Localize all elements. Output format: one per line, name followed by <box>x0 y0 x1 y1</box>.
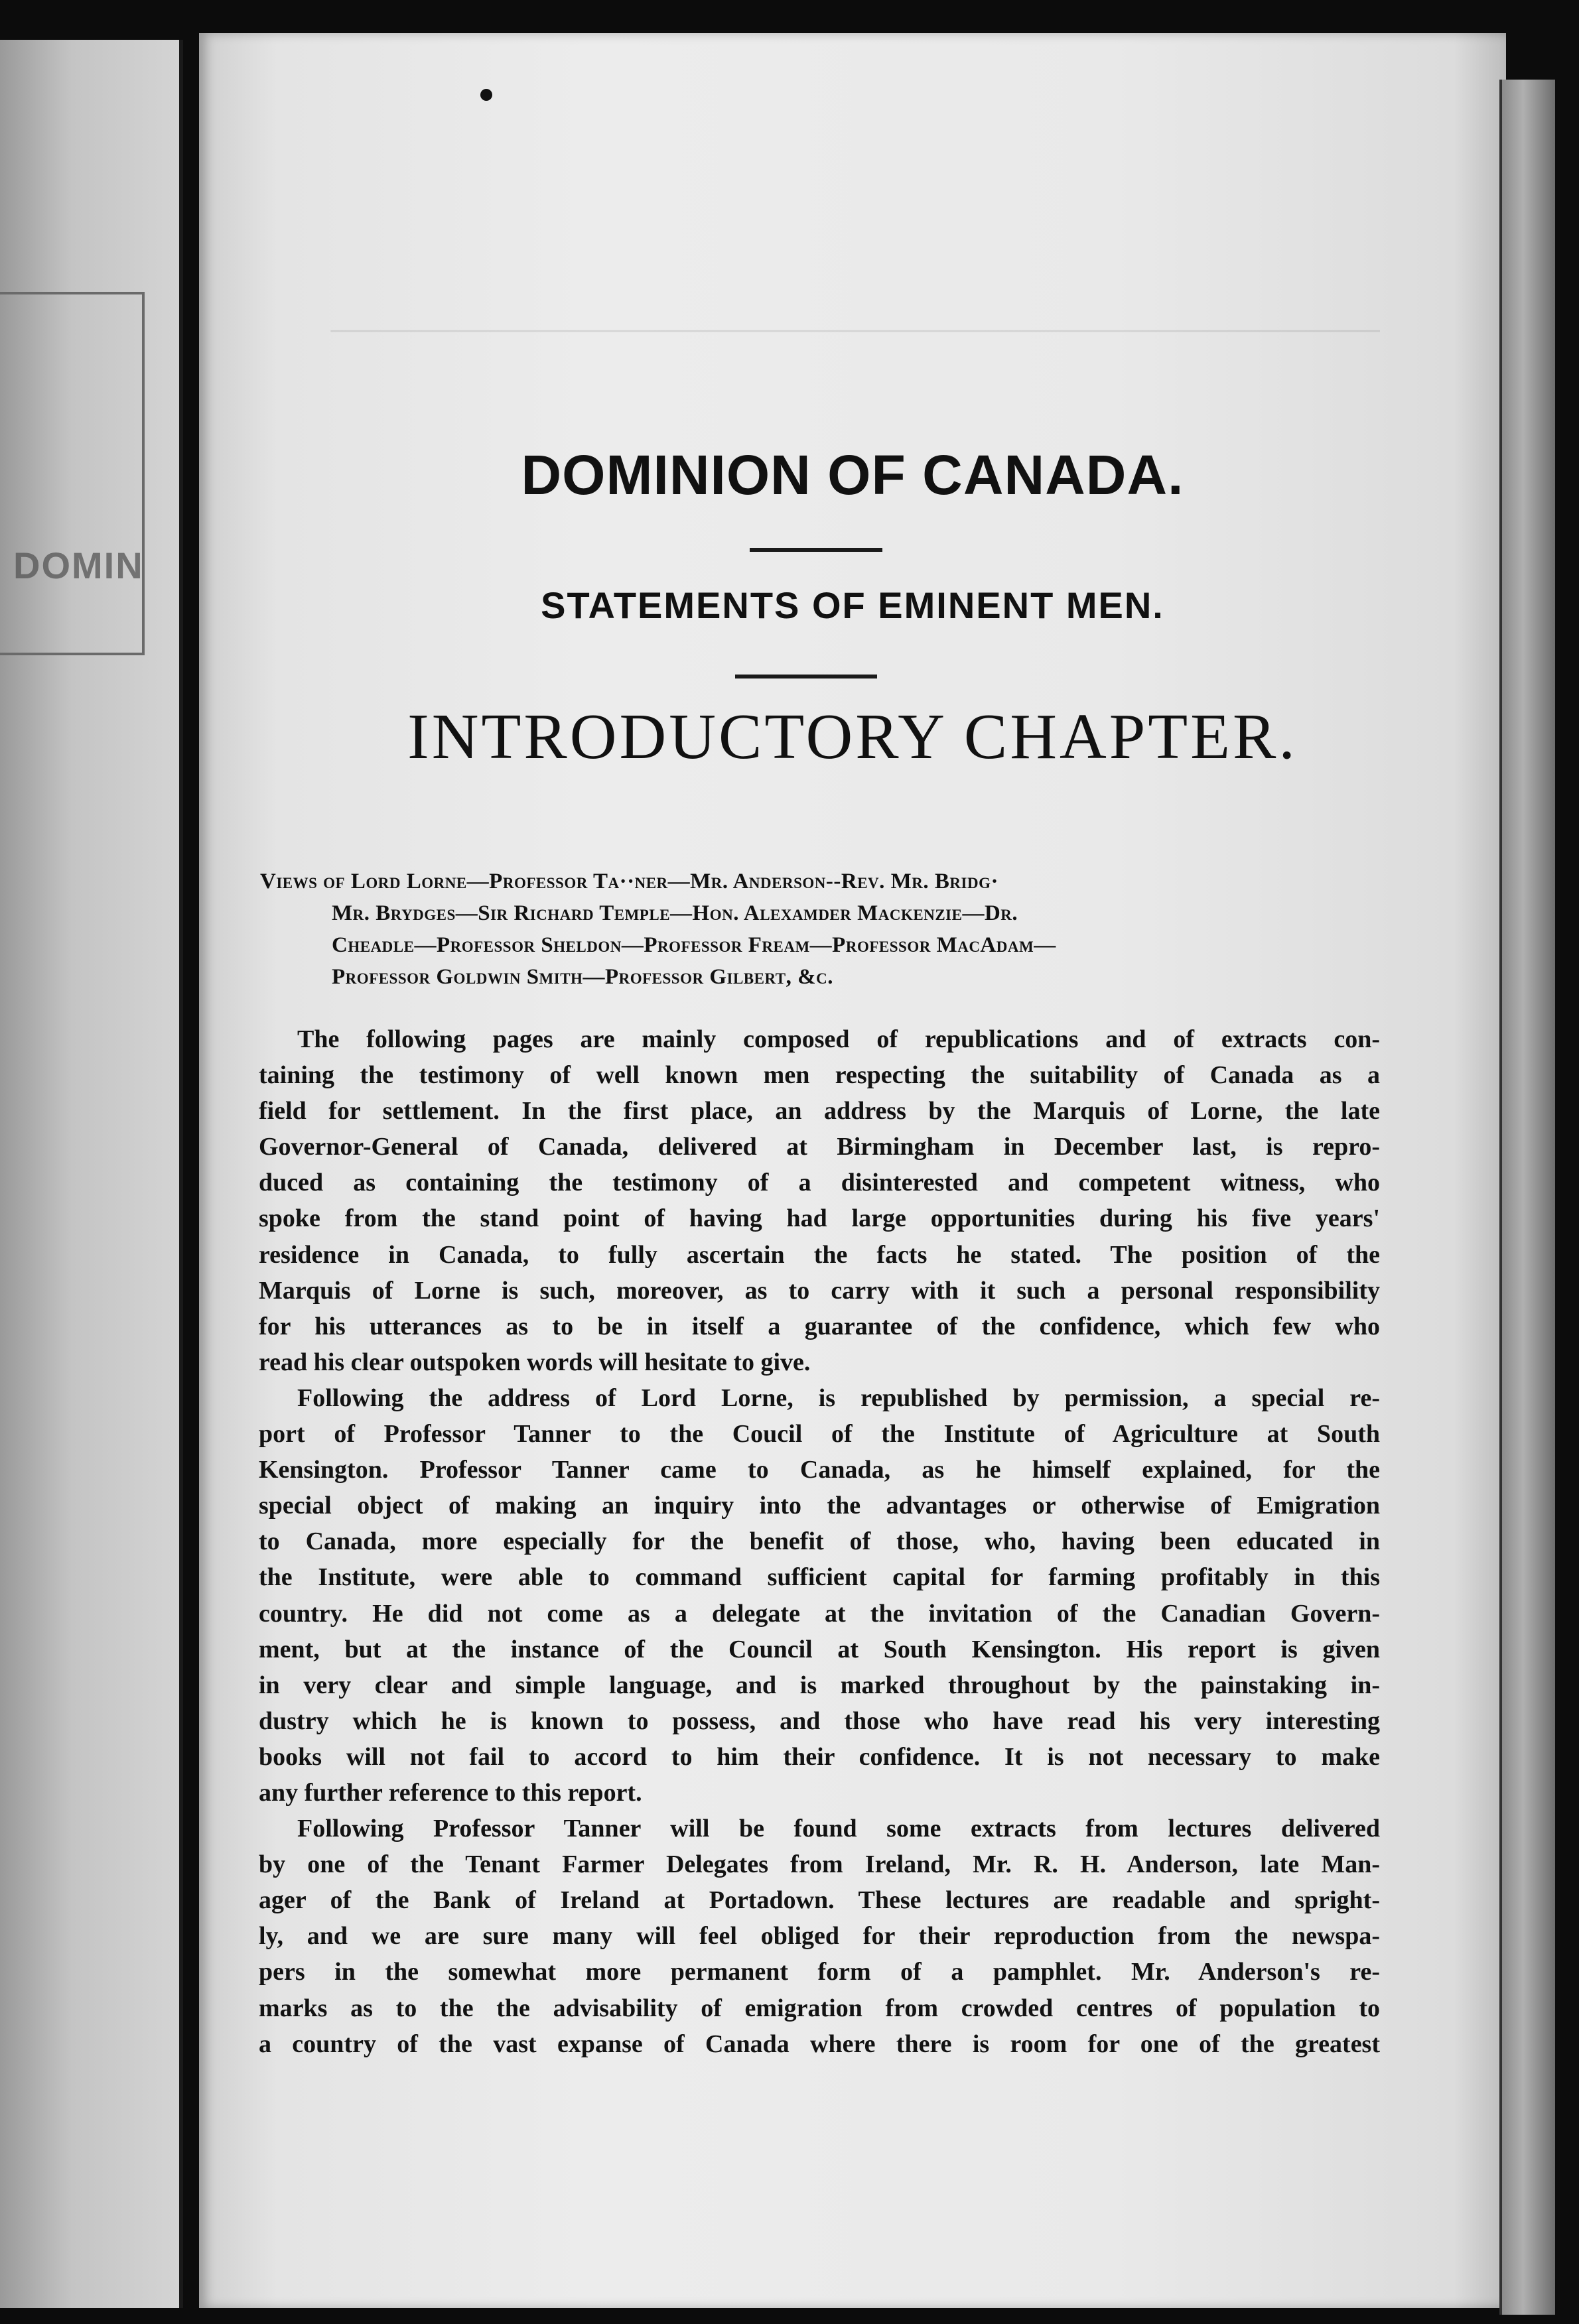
text-line: ment, but at the instance of the Council at South Kensington. His report is given <box>259 1635 1380 1663</box>
text-line: special object of making an inquiry into the advantages or otherwise of Emigration <box>259 1492 1380 1520</box>
text-line: taining the testimony of well known men respecting the suitability of Canada as a <box>259 1061 1380 1090</box>
page-title: DOMINION OF CANADA. <box>521 444 1184 506</box>
text-line: Following the address of Lord Lorne, is republished by permission, a special re- <box>297 1384 1380 1412</box>
text-line: in very clear and simple language, and is marked throughout by the painstaking in- <box>259 1671 1380 1699</box>
text-line: field for settlement. In the first place, an address by the Marquis of Lorne, the late <box>259 1097 1380 1126</box>
summary-line: Professor Goldwin Smith—Professor Gilbert, &c. <box>332 965 833 989</box>
text-line: pers in the somewhat more permanent form of a pamphlet. Mr. Anderson's re- <box>259 1958 1380 1986</box>
chapter-heading: INTRODUCTORY CHAPTER. <box>407 701 1298 773</box>
text-line: for his utterances as to be in itself a guarantee of the confidence, which few who <box>259 1312 1380 1340</box>
text-line: books will not fail to accord to him their confidence. It is not necessary to make <box>259 1742 1380 1771</box>
page-edge <box>1499 80 1555 2315</box>
text-line: Kensington. Professor Tanner came to Canada, as he himself explained, for the <box>259 1456 1380 1484</box>
page-subtitle: STATEMENTS OF EMINENT MEN. <box>541 584 1164 626</box>
text-line: The following pages are mainly composed of republications and of extracts con- <box>297 1025 1380 1053</box>
summary-line: Views of Lord Lorne—Professor Ta··ner—Mr. Anderson--Rev. Mr. Bridg· <box>260 870 998 893</box>
text-line: marks as to the the advisability of emigration from crowded centres of population to <box>259 1994 1380 2022</box>
ink-spot <box>480 89 492 101</box>
adjacent-page-fragment <box>0 40 183 2308</box>
text-line: residence in Canada, to fully ascertain the facts he stated. The position of the <box>259 1240 1380 1269</box>
body-text <box>259 1021 1380 2062</box>
summary-line: Cheadle—Professor Sheldon—Professor Fream—Professor MacAdam— <box>332 933 1056 957</box>
text-line: Marquis of Lorne is such, moreover, as to carry with it such a personal responsibility <box>259 1276 1380 1305</box>
subtitle-divider <box>735 675 877 678</box>
text-line: by one of the Tenant Farmer Delegates from Ireland, Mr. R. H. Anderson, late Man- <box>259 1850 1380 1879</box>
text-line: country. He did not come as a delegate at the invitation of the Canadian Govern- <box>259 1599 1380 1628</box>
adjacent-page-heading: DOMIN <box>13 545 144 586</box>
title-divider <box>750 548 882 552</box>
text-line: any further reference to this report. <box>259 1778 642 1807</box>
text-line: Following Professor Tanner will be found some extracts from lectures delivered <box>297 1815 1380 1843</box>
text-line: ager of the Bank of Ireland at Portadown. These lectures are readable and spright- <box>259 1886 1380 1915</box>
bleed-through-text: ────────────────────────────────────────────────────────────── <box>330 317 1380 344</box>
text-line: Governor-General of Canada, delivered at Birmingham in December last, is repro- <box>259 1133 1380 1161</box>
text-line: spoke from the stand point of having had large opportunities during his five years' <box>259 1204 1380 1233</box>
chapter-summary <box>260 866 1381 993</box>
adjacent-page-frame <box>0 292 145 655</box>
text-line: duced as containing the testimony of a disinterested and competent witness, who <box>259 1169 1380 1197</box>
text-line: dustry which he is known to possess, and those who have read his very interesting <box>259 1707 1380 1735</box>
text-line: to Canada, more especially for the benefit of those, who, having been educated in <box>259 1527 1380 1556</box>
text-line: read his clear outspoken words will hesitate to give. <box>259 1348 811 1376</box>
text-line: the Institute, were able to command sufficient capital for farming profitably in this <box>259 1563 1380 1592</box>
text-line: ly, and we are sure many will feel obliged for their reproduction from the newspa- <box>259 1922 1380 1951</box>
text-line: port of Professor Tanner to the Coucil of the Institute of Agriculture at South <box>259 1420 1380 1449</box>
summary-line: Mr. Brydges—Sir Richard Temple—Hon. Alexamder Mackenzie—Dr. <box>332 901 1018 925</box>
text-line: a country of the vast expanse of Canada where there is room for one of the greatest <box>259 2030 1380 2058</box>
